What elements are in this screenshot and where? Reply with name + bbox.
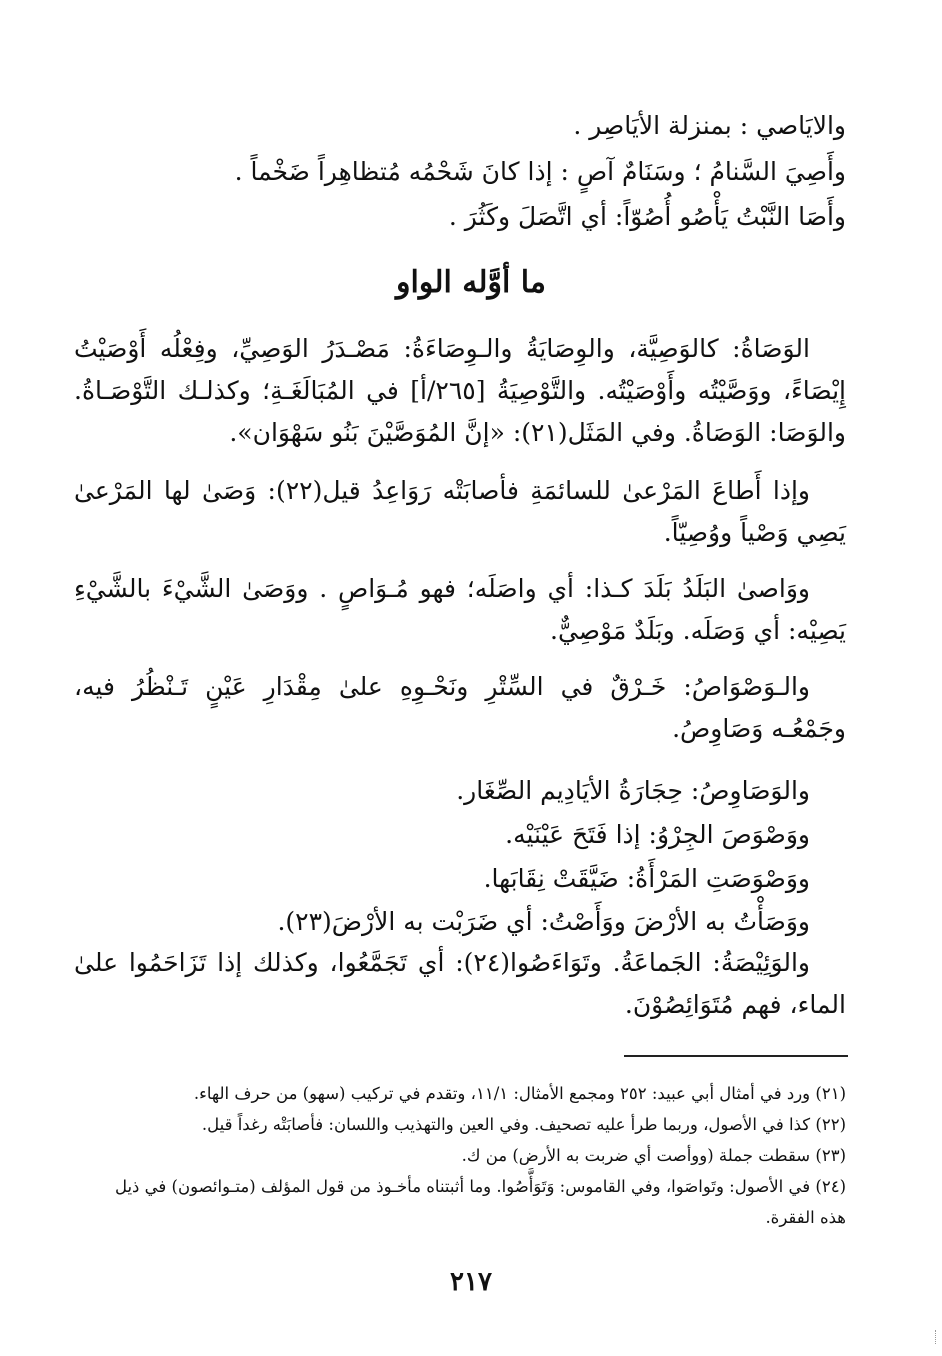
text-line: ووَصَأْتُ به الأرْضَ ووَأَصْتُ: أي ضَرَبْت به الأرْضَ(٢٣). — [277, 907, 810, 936]
paragraph-text: ووَاصىٰ البَلَدُ بَلَدَ كـذا: أي واصَلَه؛ فهو مُـوَاصٍ . ووَصَىٰ الشَّيْءَ بالشَّيْءِ يَصِيْه: أي وَصَلَه. وبَلَدٌ مَوْصِيٌّ. — [74, 574, 846, 645]
footnote: (٢٤) في الأصول: وتَواصَوا، وفي القاموس: وَتَوَأَّصُوا. وما أثبتناه مأخـوذ من قول المؤلف (متـوائصون) في ذيل هذه الفقرة. — [114, 1177, 846, 1227]
paragraph — [74, 328, 846, 454]
footnote: (٢١) ورد في أمثال أبي عبيد: ٢٥٢ ومجمع الأمثال: ١١/١، وتقدم في تركيب (سهو) من حرف الهاء. — [193, 1084, 846, 1103]
text-line: ووَصْوَصَتِ المَرْأَةُ: ضَيَّقَتْ نِقَابَها. — [483, 864, 810, 893]
text-line: وأَصِيَ السَّنامُ ؛ وسَنَامٌ آصٍ : إذا كانَ شَحْمُه مُتظاهِراً ضَخْماً . — [234, 157, 846, 186]
text-line: وأَصَا النَّبْتُ يَأْصُو أُصُوّاً: أي اتَّصَلَ وكَثُرَ . — [448, 202, 846, 231]
paragraph-text: الوَصَاةُ: كالوَصِيَّة، والوِصَايَةُ والـوِصَاءَةُ: مَصْـدَرُ الوَصِيِّ، وفِعْلُه أَوْصَيْتُ إِيْصَاءً، ووَصَّيْتُه وأَوْصَيْتُه. والتَّوْصِيَةُ [٢٦٥/أ] في المُبَالَغَـةِ؛ وكذلـك التَّوْصَـاةُ. والوَصَا: الوَصَاةُ. وفي المَثَل(٢١): «إنَّ المُوَصَّيْنَ بَنُو سَهْوَان». — [74, 334, 846, 447]
page-number: ٢١٧ — [450, 1267, 492, 1297]
footnote-separator — [624, 1055, 848, 1057]
paragraph-text: وإذا أَطاعَ المَرْعىٰ للسائمَةِ فأصابَتْه رَوَاعِدُ قيل(٢٢): وَصَىٰ لها المَرْعىٰ يَصِي وَصْياً ووُصِيّاً. — [74, 476, 846, 547]
paragraph-text: والـوَصْوَاصُ: خَـرْقٌ في السِّتْرِ ونَحْـوِهِ علىٰ مِقْدَارِ عَيْنٍ تَـنْظُرُ فيه، وجَمْعُـه وَصَاوِصُ. — [74, 672, 846, 743]
paragraph — [74, 942, 846, 1026]
paragraph — [74, 666, 846, 750]
text-line: والايَاصي : بمنزلة الأيَاصِر . — [573, 111, 846, 140]
footnote: (٢٣) سقطت جملة (ووأصت أي ضربت به الأرض) من ك. — [461, 1146, 846, 1165]
paragraph-text: والوَئِيْصَةُ: الجَماعَةُ. وتَوَاءَصُوا(٢٤): أي تَجَمَّعُوا، وكذلك إذا تَزَاحَمُوا علىٰ الماء، فهم مُتَوَائِصُوْنَ. — [74, 948, 846, 1019]
paragraph — [74, 568, 846, 652]
paragraph — [74, 470, 846, 554]
footnote: (٢٢) كذا في الأصول، وربما طرأ عليه تصحيف. وفي العين والتهذيب واللسان: فأصابَتْه رغداً قيل. — [201, 1115, 846, 1134]
text-line: ووَصْوَصَ الجِرْوُ: إذا فَتَحَ عَيْنَيْه. — [505, 820, 810, 849]
footnotes — [86, 1078, 846, 1233]
margin-mark — [933, 1330, 936, 1344]
text-line: والوَصَاوِصُ: حِجَارَةُ الأيَادِيم الصِّغَار. — [456, 776, 810, 805]
section-heading: ما أوَّله الواو — [396, 265, 546, 300]
